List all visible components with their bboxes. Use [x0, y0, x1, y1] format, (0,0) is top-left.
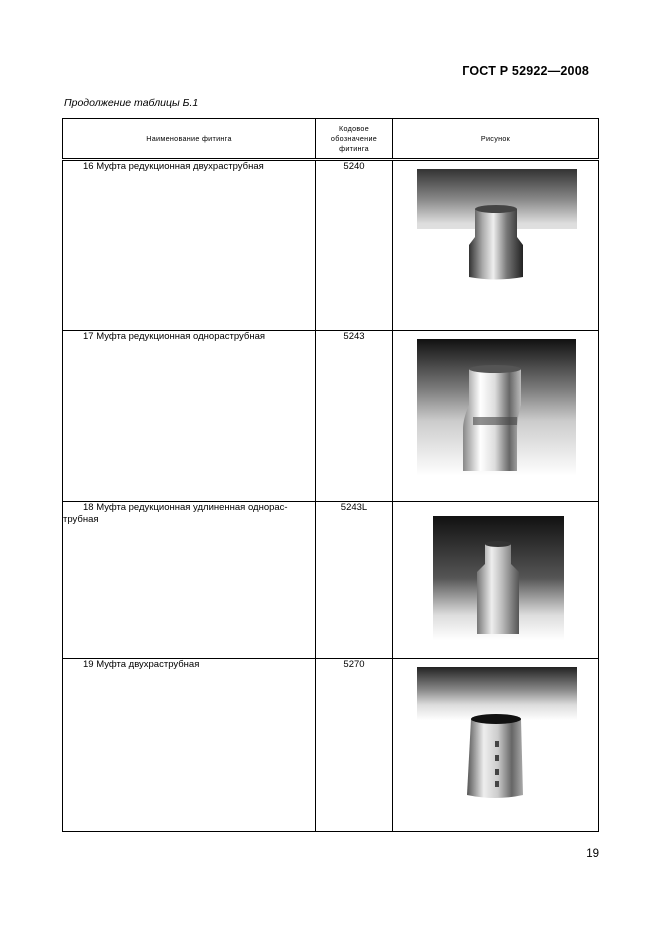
fitting-code: 5240	[316, 160, 393, 331]
fitting-code: 5270	[316, 659, 393, 832]
document-code: ГОСТ Р 52922—2008	[462, 64, 589, 78]
column-header-name: Наименование фитинга	[63, 119, 316, 160]
double-socket-coupling-photo	[417, 667, 577, 819]
fitting-picture-cell	[393, 160, 599, 331]
fitting-code: 5243L	[316, 502, 393, 659]
fittings-table	[62, 118, 599, 832]
extended-reducing-coupling-photo	[433, 516, 564, 640]
fitting-picture-cell	[393, 331, 599, 502]
column-header-code-text: Кодовое обозначение фитинга	[330, 123, 378, 153]
page-number: 19	[586, 848, 599, 860]
fitting-code: 5243	[316, 331, 393, 502]
table-caption: Продолжение таблицы Б.1	[64, 97, 199, 109]
table-header-row	[63, 119, 599, 160]
reducing-coupling-single-socket-photo	[417, 339, 576, 476]
fitting-name: 19 Муфта двухраструбная	[63, 659, 316, 832]
fitting-name: 16 Муфта редукционная двухраструбная	[63, 160, 316, 331]
reducing-coupling-double-socket-photo	[417, 169, 577, 290]
table-row	[63, 160, 599, 331]
fitting-name: 18 Муфта редукционная удлиненная однорас-трубная	[63, 502, 316, 659]
table-row	[63, 502, 599, 659]
table-row	[63, 331, 599, 502]
fitting-picture-cell	[393, 659, 599, 832]
fitting-name: 17 Муфта редукционная однораструбная	[63, 331, 316, 502]
column-header-code	[316, 119, 393, 160]
column-header-picture: Рисунок	[393, 119, 599, 160]
fitting-picture-cell	[393, 502, 599, 659]
table-row	[63, 659, 599, 832]
